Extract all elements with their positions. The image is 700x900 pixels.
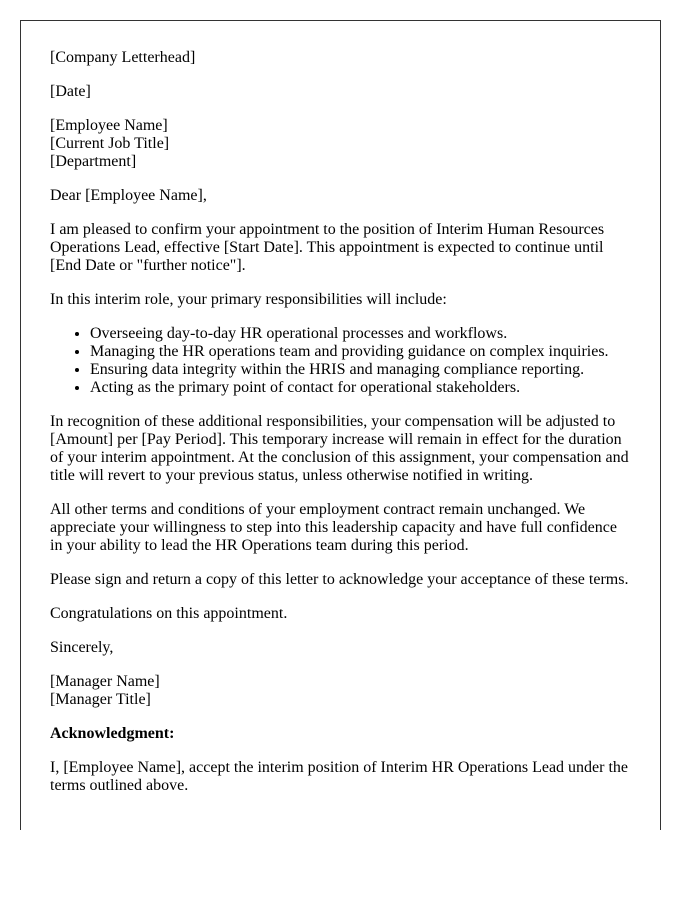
salutation: Dear [Employee Name],: [50, 187, 207, 204]
congratulations-paragraph: Congratulations on this appointment.: [50, 605, 288, 622]
manager-title: [Manager Title]: [50, 691, 151, 708]
acknowledgment-text: I, [Employee Name], accept the interim position of Interim HR Operations Lead under the terms outlined above.: [50, 759, 629, 794]
manager-name: [Manager Name]: [50, 673, 160, 690]
responsibilities-list: [50, 325, 631, 397]
list-item: • Ensuring data integrity within the HRIS and managing compliance reporting.: [90, 361, 631, 379]
acknowledgment-heading: Acknowledgment:: [50, 725, 175, 742]
recipient-job-title: [Current Job Title]: [50, 135, 170, 152]
letter-date: [Date]: [50, 83, 91, 100]
list-item: • Managing the HR operations team and providing guidance on complex inquiries.: [90, 343, 631, 361]
closing: Sincerely,: [50, 639, 114, 656]
terms-paragraph: All other terms and conditions of your employment contract remain unchanged. We appreciate your willingness to step into this leadership capacity and have full confidence in your ability to lead the HR Operations team during this period.: [50, 501, 617, 554]
recipient-name: [Employee Name]: [50, 117, 168, 134]
recipient-block: [50, 117, 631, 171]
recipient-department: [Department]: [50, 153, 137, 170]
list-item: • Overseeing day-to-day HR operational processes and workflows.: [90, 325, 631, 343]
signatory-block: [50, 673, 631, 709]
responsibilities-intro: In this interim role, your primary responsibilities will include:: [50, 291, 447, 308]
intro-paragraph: I am pleased to confirm your appointment to the position of Interim Human Resources Operations Lead, effective [Start Date]. This appointment is expected to continue until [End Date or "further notice"].: [50, 221, 605, 274]
list-item: • Acting as the primary point of contact for operational stakeholders.: [90, 379, 631, 397]
compensation-paragraph: In recognition of these additional responsibilities, your compensation will be adjusted to [Amount] per [Pay Period]. This temporary increase will remain in effect for the duration of your interim appointment. At the conclusion of this assignment, your compensation and title will revert to your previous status, unless otherwise notified in writing.: [50, 413, 629, 484]
letter-page: [20, 20, 661, 830]
company-letterhead: [Company Letterhead]: [50, 49, 196, 66]
sign-request-paragraph: Please sign and return a copy of this letter to acknowledge your acceptance of these terms.: [50, 571, 629, 588]
